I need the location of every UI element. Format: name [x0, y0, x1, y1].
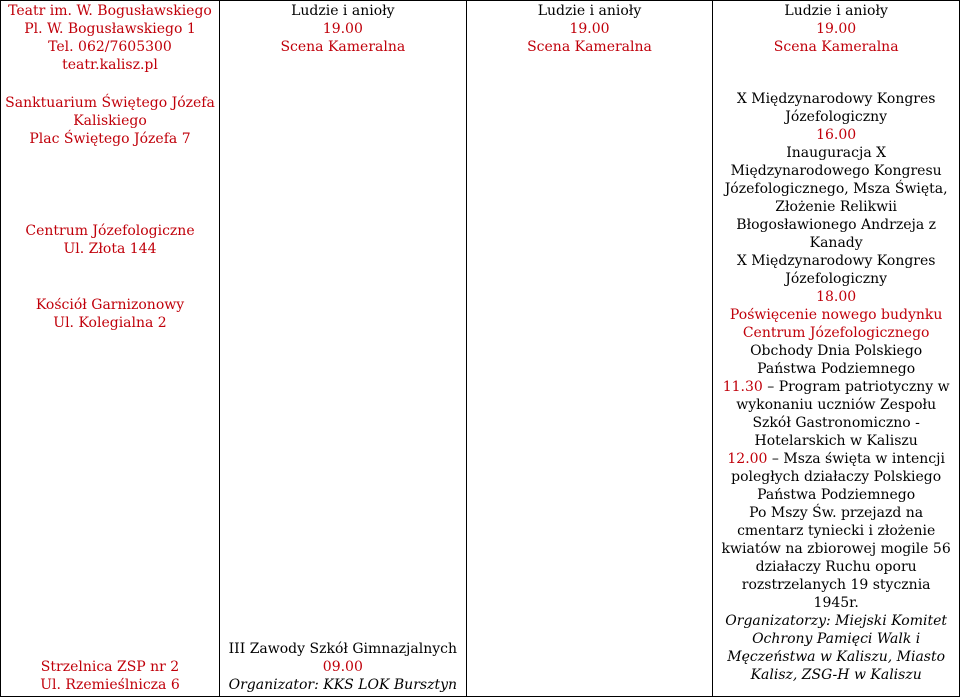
play-stage: Scena Kameralna — [527, 39, 652, 55]
play-stage: Scena Kameralna — [280, 39, 406, 55]
venue-theatre-name: Teatr im. W. Bogusławskiego — [8, 3, 212, 19]
venue-theatre-address: Pl. W. Bogusławskiego 1 — [24, 21, 196, 37]
cemetery-note: Po Mszy Św. przejazd na cmentarz tyniecki i złożenie kwiatów na zbiorowej mogile 56 działaczy Ruchu oporu rozstrzelanych 19 stycznia 1945r. — [721, 505, 951, 611]
play-stage: Scena Kameralna — [773, 39, 899, 55]
venue-sanctuary-name: Sanktuarium Świętego Józefa Kaliskiego — [5, 95, 215, 129]
day-column-3 — [713, 1, 960, 697]
competition-title: III Zawody Szkół Gimnazjalnych — [228, 641, 457, 657]
competition-organizer: Organizator: KKS LOK Bursztyn — [228, 677, 458, 693]
venue-sanctuary-address: Plac Świętego Józefa 7 — [29, 131, 191, 147]
congress-description: Inauguracja X Międzynarodowego Kongresu Józefologicznego, Msza Święta, Złożenie Relikwii Błogosławionego Andrzeja z Kanady — [724, 145, 948, 251]
venue-theatre-web: teatr.kalisz.pl — [62, 57, 158, 73]
organizers-note: Organizatorzy: Miejski Komitet Ochrony Pamięci Walk i Męczeństwa w Kaliszu, Miasto Kalisz, ZSG-H w Kaliszu — [725, 613, 948, 683]
venue-shooting-range-name: Strzelnica ZSP nr 2 — [40, 659, 180, 675]
table-row — [1, 1, 960, 697]
congress-time: 16.00 — [816, 127, 857, 143]
play-title: Ludzie i anioły — [291, 3, 395, 19]
venue-church-address: Ul. Kolegialna 2 — [53, 315, 167, 331]
play-time: 19.00 — [322, 21, 363, 37]
day-column-1 — [220, 1, 467, 697]
venue-centrum-address: Ul. Złota 144 — [63, 241, 157, 257]
anniversary-time: 12.00 — [727, 451, 768, 467]
venue-centrum-name: Centrum Józefologiczne — [25, 223, 195, 239]
anniversary-description: – Program patriotyczny w wykonaniu uczniów Zespołu Szkół Gastronomiczno -Hotelarskich w Kaliszu — [736, 379, 950, 449]
anniversary-item — [719, 378, 953, 450]
play-time: 19.00 — [569, 21, 610, 37]
anniversary-time: 11.30 — [722, 379, 763, 395]
congress-title: X Międzynarodowy Kongres Józefologiczny — [736, 91, 936, 125]
venue-theatre-phone: Tel. 062/7605300 — [48, 39, 172, 55]
venue-church-name: Kościół Garnizonowy — [35, 297, 185, 313]
play-time: 19.00 — [816, 21, 857, 37]
competition-time: 09.00 — [322, 659, 363, 675]
play-title: Ludzie i anioły — [784, 3, 888, 19]
play-title: Ludzie i anioły — [537, 3, 642, 19]
venue-cell — [1, 1, 220, 697]
day-column-2 — [466, 1, 713, 697]
congress-description: Poświęcenie nowego budynku Centrum Józefologicznego — [729, 307, 943, 341]
anniversary-title: Obchody Dnia Polskiego Państwa Podziemnego — [750, 343, 923, 377]
venue-shooting-range-address: Ul. Rzemieślnicza 6 — [40, 677, 180, 693]
anniversary-item — [719, 450, 953, 504]
anniversary-description: – Msza święta w intencji poległych działaczy Polskiego Państwa Podziemnego — [731, 451, 945, 503]
congress-title: X Międzynarodowy Kongres Józefologiczny — [736, 253, 936, 287]
congress-time: 18.00 — [816, 289, 857, 305]
